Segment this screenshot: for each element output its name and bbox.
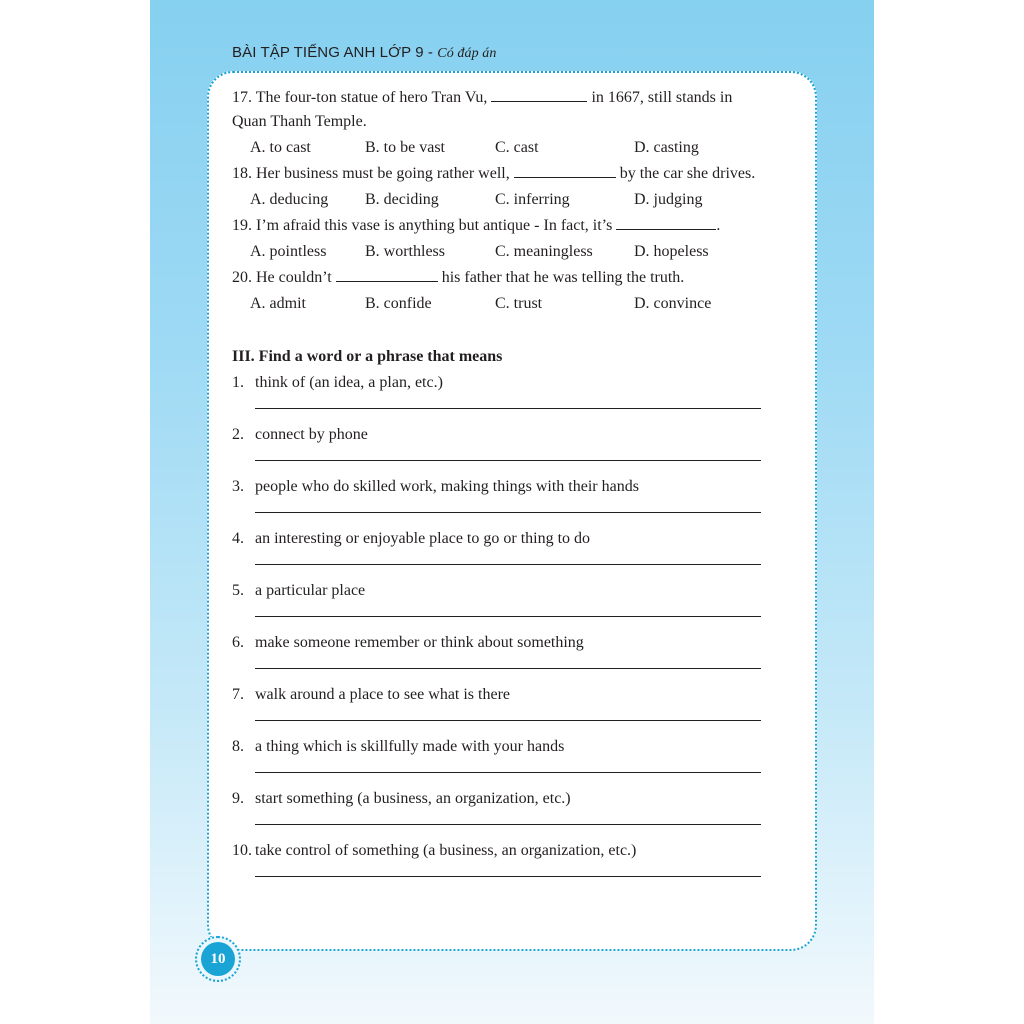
answer-line[interactable] (255, 616, 761, 617)
option-d[interactable]: D. casting (634, 139, 699, 156)
question-stem-end: his father that he was telling the truth. (437, 269, 685, 286)
item-definition: make someone remember or think about something (255, 634, 584, 651)
item-number: 4. (232, 530, 244, 547)
item-definition: take control of something (a business, an organization, etc.) (255, 842, 637, 859)
definition-item (232, 579, 792, 631)
option-a[interactable]: A. to cast (250, 139, 311, 156)
option-c[interactable]: C. trust (495, 295, 543, 312)
page-number: 10 (201, 942, 235, 976)
answer-line[interactable] (255, 408, 761, 409)
definition-item (232, 787, 792, 839)
page-number-badge (195, 936, 241, 982)
question-stem: 17. The four-ton statue of hero Tran Vu, (232, 89, 492, 106)
answer-line[interactable] (255, 668, 761, 669)
question-text (232, 266, 792, 290)
option-d[interactable]: D. convince (634, 295, 712, 312)
definition-item (232, 839, 792, 891)
item-number: 6. (232, 634, 244, 651)
item-number: 7. (232, 686, 244, 703)
question-stem-end: . (716, 217, 721, 234)
answer-line[interactable] (255, 824, 761, 825)
definition-item (232, 735, 792, 787)
item-definition: a particular place (255, 582, 366, 599)
item-number: 8. (232, 738, 244, 755)
item-number: 5. (232, 582, 244, 599)
question-text-line2: Quan Thanh Temple. (232, 113, 367, 130)
question-text (232, 214, 792, 238)
question-17 (232, 86, 792, 162)
answer-options (232, 134, 792, 162)
question-stem: 20. He couldn’t (232, 269, 336, 286)
definition-item (232, 527, 792, 579)
question-20 (232, 266, 792, 318)
answer-line[interactable] (255, 564, 761, 565)
answer-blank[interactable] (616, 215, 716, 230)
option-d[interactable]: D. hopeless (634, 243, 709, 260)
item-definition: a thing which is skillfully made with your hands (255, 738, 565, 755)
option-c[interactable]: C. inferring (495, 191, 570, 208)
answer-line[interactable] (255, 720, 761, 721)
question-18 (232, 162, 792, 214)
option-a[interactable]: A. admit (250, 295, 306, 312)
header-title: BÀI TẬP TIẾNG ANH LỚP 9 - (232, 44, 438, 61)
definition-item (232, 423, 792, 475)
option-c[interactable]: C. cast (495, 139, 539, 156)
question-19 (232, 214, 792, 266)
question-stem-end: by the car she drives. (615, 165, 756, 182)
item-definition: an interesting or enjoyable place to go or thing to do (255, 530, 591, 547)
question-stem: 19. I’m afraid this vase is anything but antique - In fact, it’s (232, 217, 617, 234)
answer-line[interactable] (255, 460, 761, 461)
option-c[interactable]: C. meaningless (495, 243, 593, 260)
item-number: 1. (232, 374, 244, 391)
exercise-content (232, 86, 792, 891)
item-definition: start something (a business, an organization, etc.) (255, 790, 571, 807)
item-number: 10. (232, 842, 252, 859)
option-b[interactable]: B. confide (365, 295, 432, 312)
option-b[interactable]: B. to be vast (365, 139, 445, 156)
item-number: 9. (232, 790, 244, 807)
question-text (232, 162, 792, 186)
option-a[interactable]: A. pointless (250, 243, 327, 260)
item-definition: walk around a place to see what is there (255, 686, 511, 703)
answer-blank[interactable] (491, 87, 587, 102)
page-header (232, 44, 497, 62)
option-b[interactable]: B. deciding (365, 191, 439, 208)
item-definition: connect by phone (255, 426, 368, 443)
definition-item (232, 475, 792, 527)
item-definition: think of (an idea, a plan, etc.) (255, 374, 443, 391)
answer-options (232, 238, 792, 266)
answer-line[interactable] (255, 512, 761, 513)
item-number: 2. (232, 426, 244, 443)
definition-item (232, 371, 792, 423)
option-b[interactable]: B. worthless (365, 243, 445, 260)
question-stem-end: in 1667, still stands in (587, 89, 733, 106)
definition-item (232, 631, 792, 683)
answer-line[interactable] (255, 772, 761, 773)
answer-options (232, 290, 792, 318)
section-title: III. Find a word or a phrase that means (232, 348, 503, 365)
answer-blank[interactable] (336, 267, 438, 282)
item-definition: people who do skilled work, making things with their hands (255, 478, 639, 495)
header-subtitle: Có đáp án (437, 46, 497, 61)
option-d[interactable]: D. judging (634, 191, 703, 208)
answer-options (232, 186, 792, 214)
book-page (150, 0, 874, 1024)
answer-blank[interactable] (514, 163, 616, 178)
question-text (232, 86, 792, 110)
item-number: 3. (232, 478, 244, 495)
question-stem: 18. Her business must be going rather well, (232, 165, 514, 182)
definition-item (232, 683, 792, 735)
option-a[interactable]: A. deducing (250, 191, 329, 208)
answer-line[interactable] (255, 876, 761, 877)
